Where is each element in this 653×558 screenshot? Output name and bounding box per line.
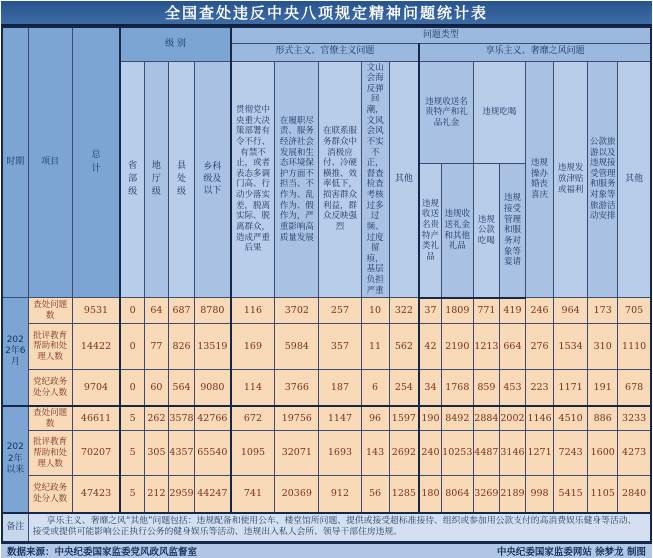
data-cell: 8492	[441, 406, 473, 431]
data-cell: 0	[120, 324, 144, 370]
group-header-gifts: 违规收送名贵特产和礼品礼金	[419, 61, 473, 164]
data-cell: 190	[419, 406, 441, 431]
data-cell: 13519	[195, 324, 231, 370]
period-label: 2022年6月	[2, 298, 28, 406]
data-cell: 310	[588, 324, 618, 370]
group-header-banquets: 违规吃喝	[473, 61, 525, 164]
data-cell: 2959	[168, 476, 194, 513]
data-cell: 672	[231, 406, 275, 431]
row-label: 批评教育帮助和处理人数	[28, 324, 72, 370]
data-cell: 9080	[195, 370, 231, 406]
data-cell: 678	[618, 370, 651, 406]
footer-bar	[1, 543, 652, 558]
data-cell: 305	[144, 431, 168, 476]
data-cell: 964	[554, 298, 588, 324]
data-cell: 453	[499, 370, 525, 406]
data-cell: 9704	[72, 370, 120, 406]
data-cell: 143	[361, 431, 389, 476]
data-cell: 419	[499, 298, 525, 324]
title-banner	[1, 1, 652, 26]
data-cell: 1105	[588, 476, 618, 513]
col-header-project: 项目	[28, 27, 72, 298]
col-header-total: 总计	[72, 27, 120, 298]
period-label: 2022年以来	[2, 406, 28, 513]
note-row	[2, 513, 651, 542]
data-cell: 562	[389, 324, 419, 370]
page-title: 全国查处违反中央八项规定精神问题统计表	[164, 4, 488, 22]
data-cell: 1213	[473, 324, 499, 370]
row-label: 查处问题数	[28, 406, 72, 431]
data-cell: 771	[473, 298, 499, 324]
data-cell: 223	[526, 370, 554, 406]
data-cell: 2692	[389, 431, 419, 476]
col-header-level-prefecture: 地厅级	[144, 61, 168, 298]
data-cell: 7243	[554, 431, 588, 476]
group-header-hedonism: 享乐主义、奢靡之风问题	[419, 43, 651, 61]
data-cell: 1693	[319, 431, 361, 476]
data-cell: 65540	[195, 431, 231, 476]
data-cell: 8780	[195, 298, 231, 324]
data-cell: 173	[588, 298, 618, 324]
note-text-cell	[28, 513, 651, 542]
col-header-level-township: 乡科级及以下	[195, 61, 231, 298]
data-cell: 357	[319, 324, 361, 370]
data-cell: 6	[361, 370, 389, 406]
data-cell: 9531	[72, 298, 120, 324]
data-cell: 4487	[473, 431, 499, 476]
data-cell: 19756	[275, 406, 319, 431]
data-cell: 262	[144, 406, 168, 431]
data-cell: 10253	[441, 431, 473, 476]
col-header-formalism-4: 文山会海反弹回潮，文风会风不实不正，督查检查考核过多过频、过度留痕，基层负担严重	[361, 61, 389, 298]
statistics-table	[1, 26, 652, 543]
data-source: 数据来源：中央纪委国家监委党风政风监督室	[7, 546, 198, 558]
data-cell: 5	[120, 476, 144, 513]
data-cell: 254	[389, 370, 419, 406]
col-header-hedonism-other: 其他	[618, 61, 651, 298]
data-cell: 1110	[618, 324, 651, 370]
data-cell: 2884	[473, 406, 499, 431]
data-cell: 257	[319, 298, 361, 324]
data-cell: 46611	[72, 406, 120, 431]
row-label: 党纪政务处分人数	[28, 370, 72, 406]
col-header-public-travel: 公款旅游以及违规接受管理和服务对象等旅游活动安排	[588, 61, 618, 298]
data-cell: 1600	[588, 431, 618, 476]
data-cell: 1768	[441, 370, 473, 406]
col-header-formalism-2: 在履职尽责、服务经济社会发展和生态环境保护方面不担当、不作为、乱作为、假作为，严重影响高质量发展	[275, 61, 319, 298]
data-cell: 1095	[231, 431, 275, 476]
data-cell: 664	[499, 324, 525, 370]
row-label: 批评教育帮助和处理人数	[28, 431, 72, 476]
col-header-formalism-1: 贯彻党中央重大决策部署有令不行、有禁不止，或者表态多调门高、行动少落实差，脱离实际、脱离群众，造成严重后果	[231, 61, 275, 298]
data-cell: 47423	[72, 476, 120, 513]
data-cell: 998	[526, 476, 554, 513]
data-cell: 2190	[441, 324, 473, 370]
data-cell: 322	[389, 298, 419, 324]
data-cell: 0	[120, 298, 144, 324]
data-cell: 11	[361, 324, 389, 370]
col-header-banquet-invites: 违规接受管理和服务对象等宴请	[499, 164, 525, 298]
data-cell: 240	[419, 431, 441, 476]
data-cell: 212	[144, 476, 168, 513]
data-cell: 741	[231, 476, 275, 513]
data-cell: 1271	[526, 431, 554, 476]
col-header-level-county: 县处级	[168, 61, 194, 298]
data-cell: 3702	[275, 298, 319, 324]
data-cell: 2189	[499, 476, 525, 513]
data-cell: 37	[419, 298, 441, 324]
data-cell: 187	[319, 370, 361, 406]
data-cell: 3233	[618, 406, 651, 431]
note-text: 享乐主义、奢靡之风“其他”问题包括：违规配备和使用公车、楼堂馆所问题、提供或接受超标准接待、组织或参加用公款支付的高消费娱乐健身等活动、接受或提供可能影响公正执行公务的健身娱乐等活动、违规出入私人会所、领导干部住房违规。	[32, 515, 637, 538]
data-cell: 912	[319, 476, 361, 513]
data-cell: 1285	[389, 476, 419, 513]
col-header-period: 时期	[2, 27, 28, 298]
credit: 中央纪委国家监委网站 徐梦龙 制图	[496, 546, 646, 558]
col-header-weddings-funerals: 违规操办婚丧喜庆	[526, 61, 554, 298]
data-cell: 180	[419, 476, 441, 513]
data-cell: 859	[473, 370, 499, 406]
data-cell: 1147	[319, 406, 361, 431]
col-header-gifts-money: 违规收送礼金和其他礼品	[441, 164, 473, 298]
data-cell: 687	[168, 298, 194, 324]
data-cell: 3578	[168, 406, 194, 431]
data-cell: 191	[588, 370, 618, 406]
data-cell: 5415	[554, 476, 588, 513]
data-cell: 42	[419, 324, 441, 370]
data-cell: 705	[618, 298, 651, 324]
data-cell: 826	[168, 324, 194, 370]
data-cell: 1597	[389, 406, 419, 431]
data-cell: 5984	[275, 324, 319, 370]
data-cell: 32071	[275, 431, 319, 476]
data-cell: 10	[361, 298, 389, 324]
data-cell: 4510	[554, 406, 588, 431]
col-header-formalism-other: 其他	[389, 61, 419, 298]
data-cell: 77	[144, 324, 168, 370]
data-cell: 2840	[618, 476, 651, 513]
col-header-gifts-specialty: 违规收送名贵特产类礼品	[419, 164, 441, 298]
data-cell: 169	[231, 324, 275, 370]
col-header-level-group: 级 别	[120, 27, 230, 61]
data-cell: 96	[361, 406, 389, 431]
data-cell: 70207	[72, 431, 120, 476]
data-cell: 564	[168, 370, 194, 406]
data-cell: 42766	[195, 406, 231, 431]
data-cell: 5	[120, 406, 144, 431]
data-cell: 8064	[441, 476, 473, 513]
row-label: 查处问题数	[28, 298, 72, 324]
col-header-problem-type: 问题类型	[231, 27, 651, 43]
data-cell: 14422	[72, 324, 120, 370]
row-label: 党纪政务处分人数	[28, 476, 72, 513]
data-cell: 64	[144, 298, 168, 324]
col-header-allowances: 违规发放津贴或福利	[554, 61, 588, 298]
data-cell: 1809	[441, 298, 473, 324]
note-label: 备注	[2, 513, 28, 542]
data-cell: 34	[419, 370, 441, 406]
data-cell: 56	[361, 476, 389, 513]
col-header-formalism-3: 在联系服务群众中消极应付、冷硬横推、效率低下，损害群众利益，群众反映强烈	[319, 61, 361, 298]
data-cell: 1171	[554, 370, 588, 406]
data-cell: 1146	[526, 406, 554, 431]
data-cell: 3766	[275, 370, 319, 406]
group-header-formalism: 形式主义、官僚主义问题	[231, 43, 420, 61]
data-cell: 246	[526, 298, 554, 324]
data-cell: 44247	[195, 476, 231, 513]
col-header-public-dining: 违规公款吃喝	[473, 164, 499, 298]
data-cell: 0	[120, 370, 144, 406]
data-cell: 1534	[554, 324, 588, 370]
data-cell: 20369	[275, 476, 319, 513]
data-cell: 276	[526, 324, 554, 370]
data-cell: 3269	[473, 476, 499, 513]
data-cell: 4357	[168, 431, 194, 476]
data-cell: 2002	[499, 406, 525, 431]
data-cell: 116	[231, 298, 275, 324]
col-header-level-province: 省部级	[120, 61, 144, 298]
data-cell: 3146	[499, 431, 525, 476]
data-cell: 4273	[618, 431, 651, 476]
data-cell: 5	[120, 431, 144, 476]
data-cell: 60	[144, 370, 168, 406]
data-cell: 114	[231, 370, 275, 406]
data-cell: 886	[588, 406, 618, 431]
